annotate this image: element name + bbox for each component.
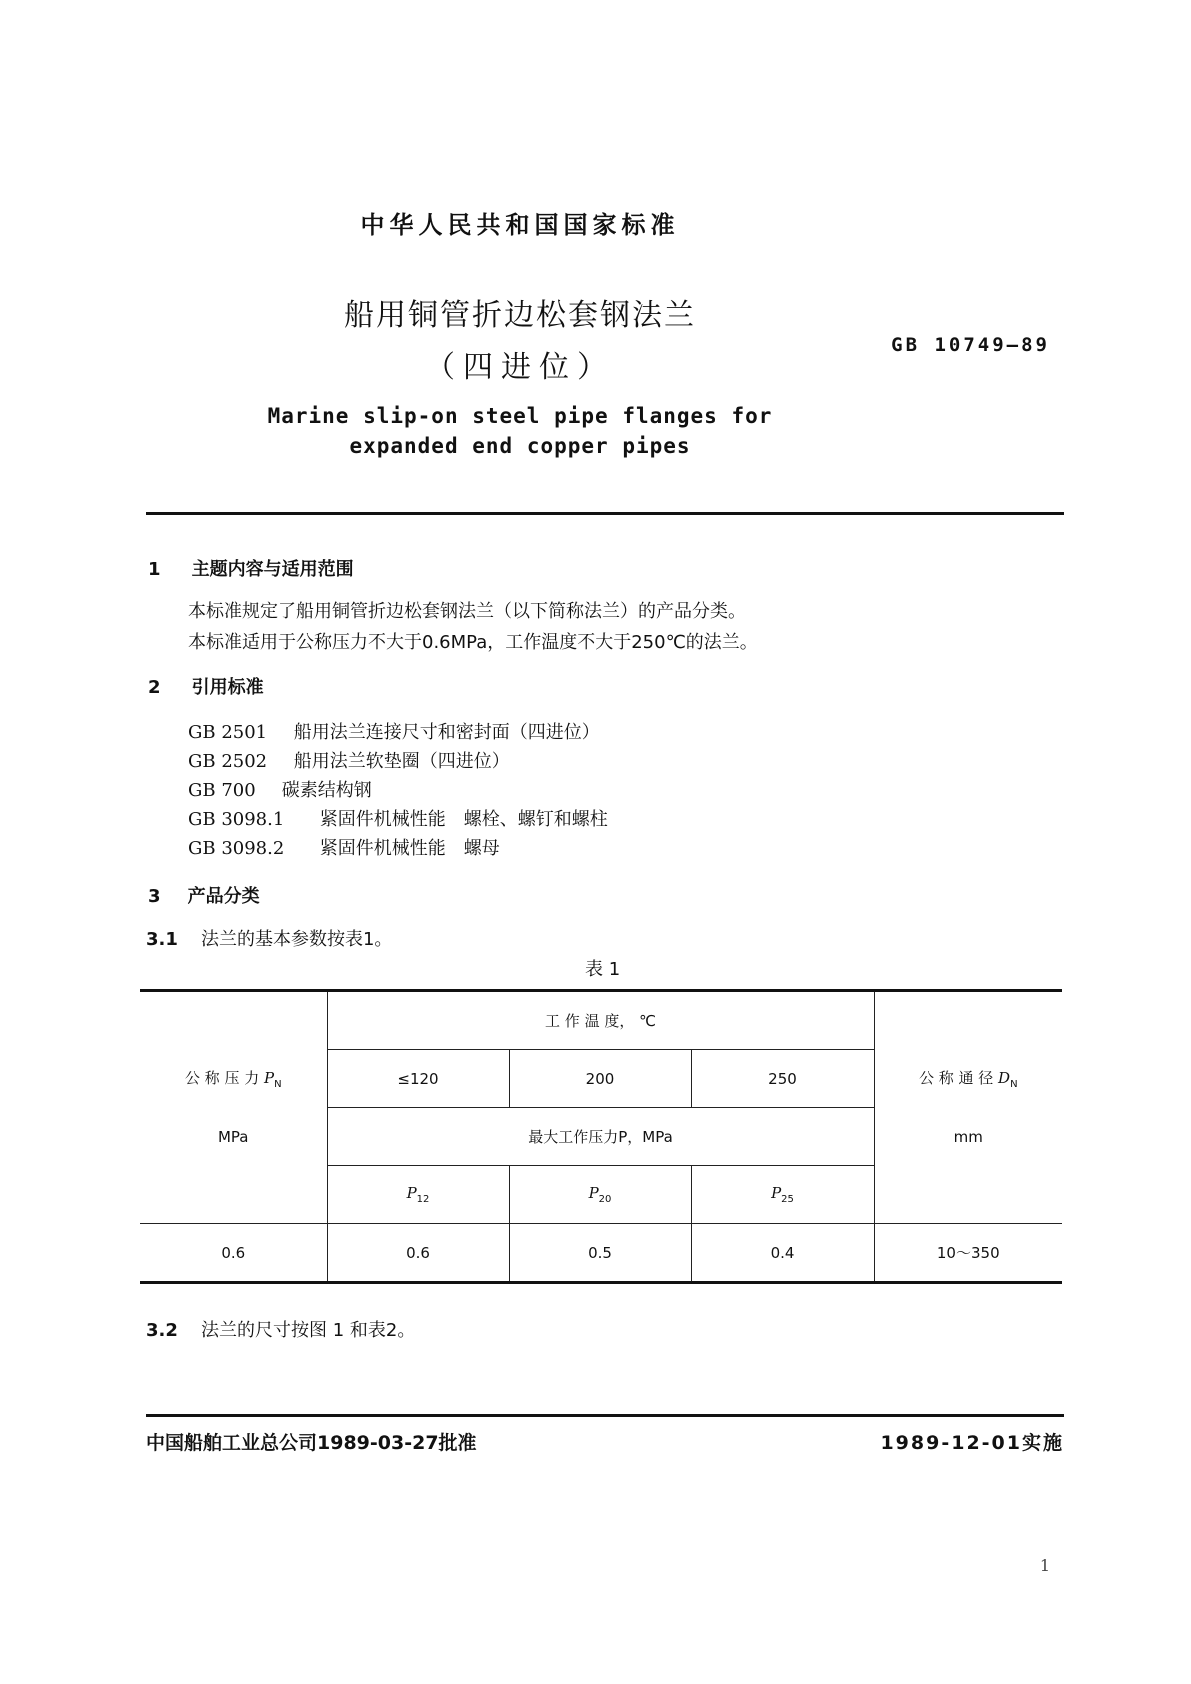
table-header-p-symbol — [691, 1166, 874, 1224]
header-symbol: D — [998, 1069, 1011, 1087]
p-subscript: 25 — [781, 1194, 794, 1205]
reference-item — [188, 805, 608, 831]
table-cell: 0.4 — [691, 1224, 874, 1283]
section-title: 产品分类 — [187, 886, 260, 907]
approval-note: 中国船舶工业总公司1989-03-27批准 — [146, 1432, 477, 1454]
english-title-line1: Marine slip-on steel pipe flanges for — [267, 404, 773, 428]
reference-code: GB 700 — [188, 780, 256, 801]
standard-number: GB 10749—89 — [891, 334, 1050, 356]
section-2-heading — [148, 673, 264, 699]
section-number: 1 — [148, 559, 161, 580]
table-cell: 0.5 — [509, 1224, 691, 1283]
reference-name: 紧固件机械性能 螺母 — [319, 838, 500, 859]
table-cell: 0.6 — [327, 1224, 509, 1283]
section-title: 引用标准 — [191, 677, 264, 698]
section-title: 主题内容与适用范围 — [191, 559, 354, 580]
parameters-table — [140, 989, 1062, 1284]
english-title-line2: expanded end copper pipes — [349, 434, 691, 458]
table-cell-empty — [874, 1166, 1062, 1224]
table-header-max-pressure: 最大工作压力P，MPa — [327, 1108, 874, 1166]
table-header-temp: 250 — [691, 1050, 874, 1108]
reference-item — [188, 776, 372, 802]
section-1-paragraph-2: 本标准适用于公称压力不大于0.6MPa，工作温度不大于250℃的法兰。 — [188, 632, 758, 653]
section-number: 2 — [148, 677, 161, 698]
table-cell: 10～350 — [874, 1224, 1062, 1283]
header-text: 公 称 压 力 — [184, 1069, 260, 1087]
reference-code: GB 3098.1 — [188, 809, 285, 830]
table-caption: 表 1 — [585, 959, 621, 980]
p-subscript: 12 — [416, 1194, 430, 1205]
p-symbol: P — [406, 1184, 417, 1202]
table-header-p-symbol — [327, 1166, 509, 1224]
table-header-nominal-pressure — [140, 1050, 327, 1108]
header-subscript: N — [274, 1079, 282, 1090]
reference-name: 紧固件机械性能 螺栓、螺钉和螺柱 — [319, 809, 608, 830]
header-symbol: P — [264, 1069, 275, 1087]
subsection-3-1 — [146, 925, 392, 951]
table-header-nominal-diameter — [874, 1050, 1062, 1108]
reference-item — [188, 747, 510, 773]
reference-name: 碳素结构钢 — [281, 780, 372, 801]
subsection-3-2 — [146, 1316, 415, 1342]
reference-name: 船用法兰连接尺寸和密封面（四进位） — [293, 722, 600, 743]
p-symbol: P — [588, 1184, 599, 1202]
table-header-unit: mm — [874, 1108, 1062, 1166]
header-subscript: N — [1010, 1079, 1018, 1090]
section-1-paragraph-1: 本标准规定了船用铜管折边松套钢法兰（以下简称法兰）的产品分类。 — [188, 601, 746, 622]
table-header-unit: MPa — [140, 1108, 327, 1166]
section-number: 3 — [148, 886, 161, 907]
table-cell-empty — [140, 1166, 327, 1224]
reference-item — [188, 834, 500, 860]
section-3-heading — [148, 882, 260, 908]
reference-code: GB 3098.2 — [188, 838, 285, 859]
p-symbol: P — [771, 1184, 782, 1202]
table-cell-empty — [874, 991, 1062, 1050]
reference-item — [188, 718, 600, 744]
table-header-temp: 200 — [509, 1050, 691, 1108]
section-1-heading — [148, 555, 354, 581]
table-cell: 0.6 — [140, 1224, 327, 1283]
reference-code: GB 2502 — [188, 751, 268, 772]
document-title: 船用铜管折边松套钢法兰 — [344, 298, 696, 333]
document-subtitle: （四进位） — [425, 350, 615, 385]
national-standard-heading: 中华人民共和国国家标准 — [360, 210, 680, 239]
table-header-work-temp: 工 作 温 度， ℃ — [327, 991, 874, 1050]
header-text: 公 称 通 径 — [918, 1069, 994, 1087]
subsection-text: 法兰的尺寸按图 1 和表2。 — [200, 1320, 416, 1341]
implementation-date: 1989-12-01实施 — [880, 1432, 1064, 1454]
table-cell-empty — [140, 991, 327, 1050]
reference-code: GB 2501 — [188, 722, 268, 743]
footer-divider — [146, 1414, 1064, 1417]
subsection-text: 法兰的基本参数按表1。 — [200, 929, 393, 950]
p-subscript: 20 — [598, 1194, 612, 1205]
header-divider — [146, 512, 1064, 515]
page-number: 1 — [1039, 1556, 1050, 1575]
subsection-number: 3.1 — [146, 929, 178, 950]
reference-name: 船用法兰软垫圈（四进位） — [293, 751, 510, 772]
subsection-number: 3.2 — [146, 1320, 178, 1341]
table-header-temp: ≤120 — [327, 1050, 509, 1108]
table-header-p-symbol — [509, 1166, 691, 1224]
